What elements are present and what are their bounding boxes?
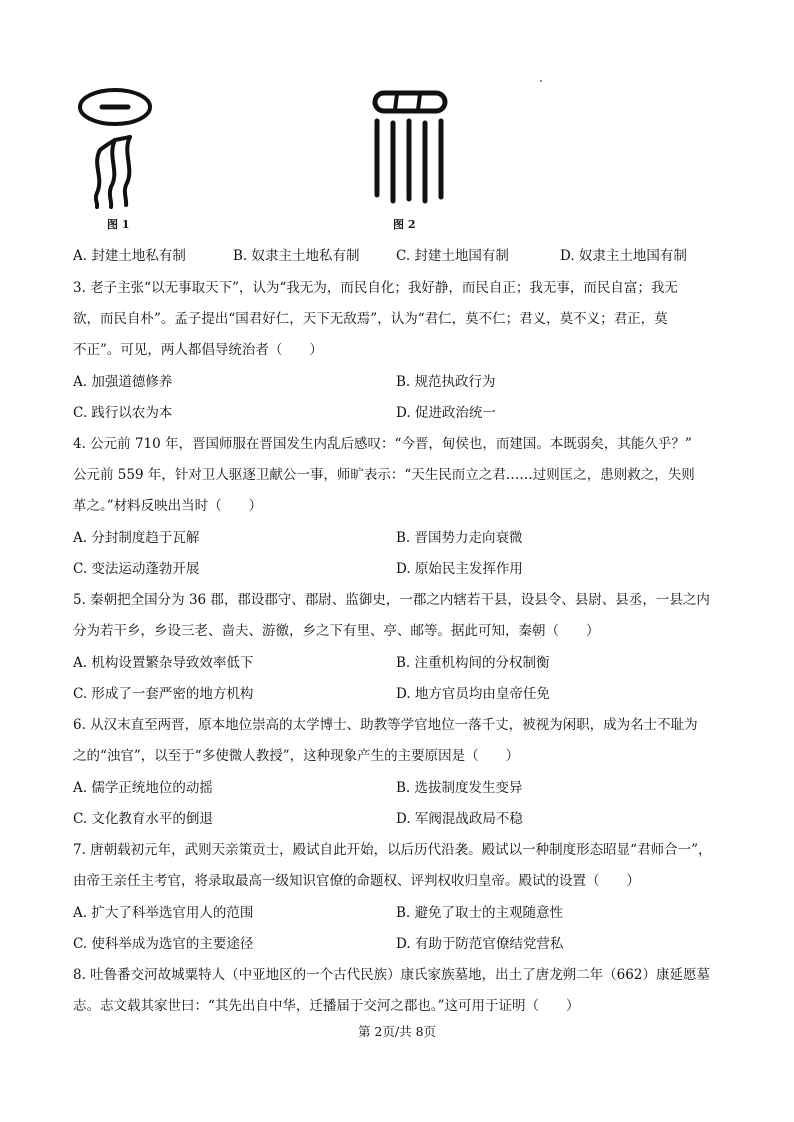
- q6-stem-line-1: 6. 从汉末直至两晋，原本地位崇高的太学博士、助教等学官地位一落千丈，被视为闲职，成为名士不耻为: [73, 717, 698, 733]
- q3-stem-line-2: 欲，而民自朴”。孟子提出“国君好仁，天下无敌焉”，认为“君仁，莫不仁；君义，莫不义；君正，莫: [73, 311, 668, 327]
- q4-option-b: B. 晋国势力走向衰微: [396, 530, 523, 546]
- q7-option-a: A. 扩大了科举选官用人的范围: [73, 905, 254, 921]
- q8-stem-line-1: 8. 吐鲁番交河故城粟特人（中亚地区的一个古代民族）康氏家族墓地，出土了唐龙朔二年（662）康延愿墓: [73, 967, 710, 983]
- q7-option-c: C. 使科举成为选官的主要途径: [73, 936, 254, 952]
- q3-option-b: B. 规范执政行为: [396, 374, 496, 390]
- figure-row: [0, 0, 794, 240]
- q5-option-a: A. 机构设置繁杂导致效率低下: [73, 655, 254, 671]
- q5-option-c: C. 形成了一套严密的地方机构: [73, 686, 254, 702]
- q2-option-b: B. 奴隶主土地私有制: [233, 248, 360, 264]
- q6-stem-line-2: 之的“浊官”，以至于“多使微人教授”，这种现象产生的主要原因是（ ）: [73, 748, 520, 764]
- q7-option-b: B. 避免了取士的主观随意性: [396, 905, 564, 921]
- q3-stem-line-1: 3. 老子主张“以无事取天下”，认为“我无为，而民自化；我好静，而民自正；我无事，而民自富；我无: [73, 280, 678, 296]
- figure-2-glyph: [365, 85, 455, 210]
- q5-option-b: B. 注重机构间的分权制衡: [396, 655, 550, 671]
- q5-option-d: D. 地方官员均由皇帝任免: [396, 686, 550, 702]
- q4-option-a: A. 分封制度趋于瓦解: [73, 530, 200, 546]
- figure-1-glyph: [70, 85, 160, 210]
- q3-option-d: D. 促进政治统一: [396, 405, 496, 421]
- q5-stem-line-2: 分为若干乡，乡设三老、啬夫、游徼，乡之下有里、亭、邮等。据此可知，秦朝（ ）: [73, 623, 600, 639]
- q4-option-d: D. 原始民主发挥作用: [396, 561, 523, 577]
- q7-stem-line-2: 由帝王亲任主考官，将录取最高一级知识官僚的命题权、评判权收归皇帝。殿试的设置（ ）: [73, 873, 640, 889]
- q2-option-d: D. 奴隶主土地国有制: [560, 248, 687, 264]
- q2-option-c: C. 封建土地国有制: [396, 248, 509, 264]
- q7-option-d: D. 有助于防范官僚结党营私: [396, 936, 564, 952]
- q3-option-c: C. 践行以农为本: [73, 405, 173, 421]
- q4-stem-line-2: 公元前 559 年，针对卫人驱逐卫献公一事，师旷表示：“天生民而立之君……过则匡之，患则救之，失则: [73, 467, 695, 483]
- q6-option-a: A. 儒学正统地位的动摇: [73, 780, 213, 796]
- figure-1-caption: 图 1: [107, 218, 130, 231]
- q5-stem-line-1: 5. 秦朝把全国分为 36 郡，郡设郡守、郡尉、监御史，一郡之内辖若干县，设县令、县尉、县丞，一县之内: [73, 592, 710, 608]
- scan-speck: [540, 80, 542, 82]
- q4-stem-line-3: 革之。”材料反映出当时（ ）: [73, 498, 263, 514]
- q4-option-c: C. 变法运动蓬勃开展: [73, 561, 200, 577]
- q3-stem-line-3: 不正”。可见，两人都倡导统治者（ ）: [73, 342, 323, 358]
- q2-option-a: A. 封建土地私有制: [73, 248, 186, 264]
- q3-option-a: A. 加强道德修养: [73, 374, 173, 390]
- q6-option-d: D. 军阀混战政局不稳: [396, 811, 523, 827]
- oracle-sun-field-glyph-icon: [80, 90, 150, 207]
- q4-stem-line-1: 4. 公元前 710 年，晋国师服在晋国发生内乱后感叹：“今晋，甸侯也，而建国。本既弱矣，其能久乎？”: [73, 436, 692, 452]
- q8-stem-line-2: 志。志文载其家世曰：“其先出自中华，迁播届于交河之郡也。”这可用于证明（ ）: [73, 998, 580, 1014]
- oracle-field-rows-glyph-icon: [375, 93, 445, 201]
- q7-stem-line-1: 7. 唐朝载初元年，武则天亲策贡士，殿试自此开始，以后历代沿袭。殿试以一种制度形态昭显“君师合一”，: [73, 842, 712, 858]
- q6-option-b: B. 选拔制度发生变异: [396, 780, 523, 796]
- page-number-footer: 第 2页/共 8页: [357, 1024, 437, 1039]
- q6-option-c: C. 文化教育水平的倒退: [73, 811, 213, 827]
- figure-2-caption: 图 2: [393, 218, 416, 231]
